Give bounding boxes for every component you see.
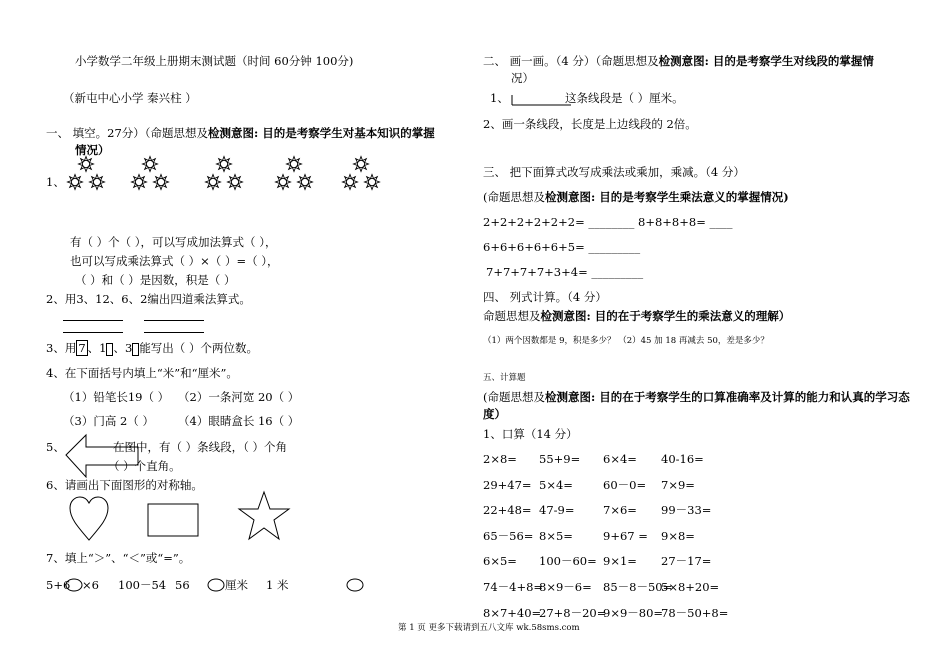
section-3-intent: (命题思想及检测意图: 目的是考察学生乘法意义的掌握情况) (483, 190, 789, 204)
calc-item: 47-9= (539, 503, 575, 518)
compare-circle[interactable] (65, 578, 83, 592)
q7-expr-2a: 100－54 (118, 578, 167, 592)
q4-text: 4、在下面括号内填上“米”和“厘米”。 (46, 366, 238, 380)
calc-item: 60－0= (603, 477, 647, 492)
section-4-heading: 四、 列式计算。（4 分） (483, 290, 607, 304)
calc-item: 5×4= (539, 477, 573, 492)
s3-line-2: 6+6+6+6+6+5= _________ (483, 240, 641, 254)
calc-item: 55+9= (539, 452, 581, 466)
q7-expr-1a: 5+6 (46, 578, 71, 592)
calc-item: 27－17= (661, 554, 712, 569)
calc-item: 99－33= (661, 503, 712, 518)
section-2-heading-cont: 况） (511, 71, 534, 85)
answer-line (144, 320, 204, 321)
calc-item: 22+48= (483, 503, 532, 518)
school-line: （新屯中心小学 秦兴柱 ） (63, 91, 197, 105)
s3-line-3: 7+7+7+7+3+4= _________ (486, 265, 644, 279)
calc-item: 40-16= (661, 452, 704, 466)
q5-line-1: 在图中，有（ ）条线段，（ ）个角 (113, 440, 288, 454)
q7-expr-3b: 1 米 (266, 578, 289, 592)
q6-text: 6、请画出下面图形的对称轴。 (46, 478, 203, 492)
q4-item-4: （4）眼睛盒长 16（ ） (178, 414, 300, 428)
star-shape (238, 491, 290, 541)
star-groups-figure (64, 155, 364, 195)
calc-item: 7×9= (661, 477, 695, 492)
calc-item: 7×6= (603, 503, 637, 518)
digit-card: 7 (78, 341, 86, 355)
calc-item: 85－8－50= (603, 580, 673, 594)
rectangle-shape (147, 503, 199, 537)
s4-questions: （1）两个因数都是 9，积是多少？ （2）45 加 18 再减去 50，差是多少？ (483, 336, 769, 346)
answer-line (63, 332, 123, 333)
q1-number: 1、 (46, 175, 65, 189)
q3-text: 3、用 7 、1 、3 能写出（ ）个两位数。 (46, 341, 258, 355)
q4-item-1: （1）铅笔长19（ ） (63, 390, 170, 404)
calc-item: 6×4= (603, 452, 637, 466)
exam-title: 小学数学二年级上册期末测试题（时间 60分钟 100分) (75, 54, 354, 68)
calc-item: 8×5= (539, 528, 573, 543)
answer-line (63, 320, 123, 321)
section-1-heading: 一、 填空。27分）（命题思想及检测意图: 目的是考察学生对基本知识的掌握 (46, 126, 435, 140)
star-group-2 (132, 157, 169, 190)
q7-text: 7、填上“＞”、“＜”或“=”。 (46, 551, 191, 565)
calc-item: 29+47= (483, 477, 532, 492)
answer-line (144, 332, 204, 333)
q1-line-1: 有（ ）个（ ），可以写成加法算式（ ）， (70, 235, 277, 249)
section-2-heading: 二、 画一画。（4 分）（命题思想及检测意图: 目的是考察学生对线段的掌握情 (483, 54, 874, 68)
star-group-1 (68, 157, 105, 190)
q5-number: 5、 (46, 440, 65, 454)
calc-item: 78－50+8= (661, 605, 729, 620)
calc-item: 9×9－80= (603, 605, 664, 620)
q5-line-2: （ ）个直角。 (108, 459, 181, 473)
digit-card: 3 (124, 341, 133, 355)
s2-q1-text: 这条线段是（ ）厘米。 (565, 91, 684, 105)
section-5-intent: (命题思想及检测意图: 目的在于考察学生的口算准确率及计算的能力和认真的学习态 (483, 390, 910, 404)
q1-line-3: （ ）和（ ）是因数，积是（ ） (75, 273, 236, 287)
calc-item: 27+8－20= (539, 605, 607, 620)
q4-item-2: （2）一条河宽 20（ ） (178, 390, 300, 404)
q2-text: 2、用3、12、6、2编出四道乘法算式。 (46, 292, 251, 306)
q7-expr-3a: 厘米 (225, 578, 248, 592)
s3-line-1: 2+2+2+2+2+2= ________ 8+8+8+8= ____ (483, 215, 733, 229)
s2-q1-number: 1、 (490, 91, 509, 105)
section-3-heading: 三、 把下面算式改写成乘法或乘加，乘减。（4 分） (483, 165, 745, 179)
q1-line-2: 也可以写成乘法算式（ ）×（ ）=（ ）， (70, 254, 279, 268)
calc-item: 5×8+20= (661, 580, 720, 594)
calc-item: 9×1= (603, 554, 637, 569)
star-group-3 (206, 157, 243, 190)
compare-circle[interactable] (346, 578, 364, 592)
star-group-5 (343, 157, 380, 190)
compare-circle[interactable] (207, 578, 225, 592)
q7-expr-2b: 56 (175, 578, 190, 592)
calc-item: 9×8= (661, 528, 695, 543)
section-1-heading-cont: 情况） (75, 143, 110, 157)
page-footer: 第 1 页 更多下载请到五八文库 wk.58sms.com (398, 623, 580, 633)
heart-shape (69, 496, 109, 542)
q4-item-3: （3）门高 2（ ） (63, 414, 154, 428)
line-segment (511, 93, 573, 107)
s5-subheading: 1、口算（14 分） (483, 427, 578, 441)
digit-card: 1 (99, 341, 107, 355)
q7-expr-1b: ×6 (82, 578, 99, 592)
section-4-intent: 命题思想及检测意图: 目的在于考察学生的乘法意义的理解） (483, 309, 791, 323)
star-group-4 (276, 157, 313, 190)
section-5-heading: 五、计算题 (483, 373, 526, 383)
section-5-intent-cont: 度） (483, 407, 506, 421)
calc-item: 8×9－6= (539, 580, 592, 594)
calc-item: 8×7+40= (483, 605, 542, 620)
calc-item: 2×8= (483, 452, 517, 466)
calc-item: 100－60= (539, 554, 597, 569)
calc-item: 6×5= (483, 554, 517, 569)
calc-item: 74－4+8= (483, 580, 544, 594)
s2-q2-text: 2、画一条线段，长度是上边线段的 2倍。 (483, 117, 697, 131)
calc-item: 9+67 = (603, 528, 648, 543)
calc-item: 65－56= (483, 528, 534, 543)
